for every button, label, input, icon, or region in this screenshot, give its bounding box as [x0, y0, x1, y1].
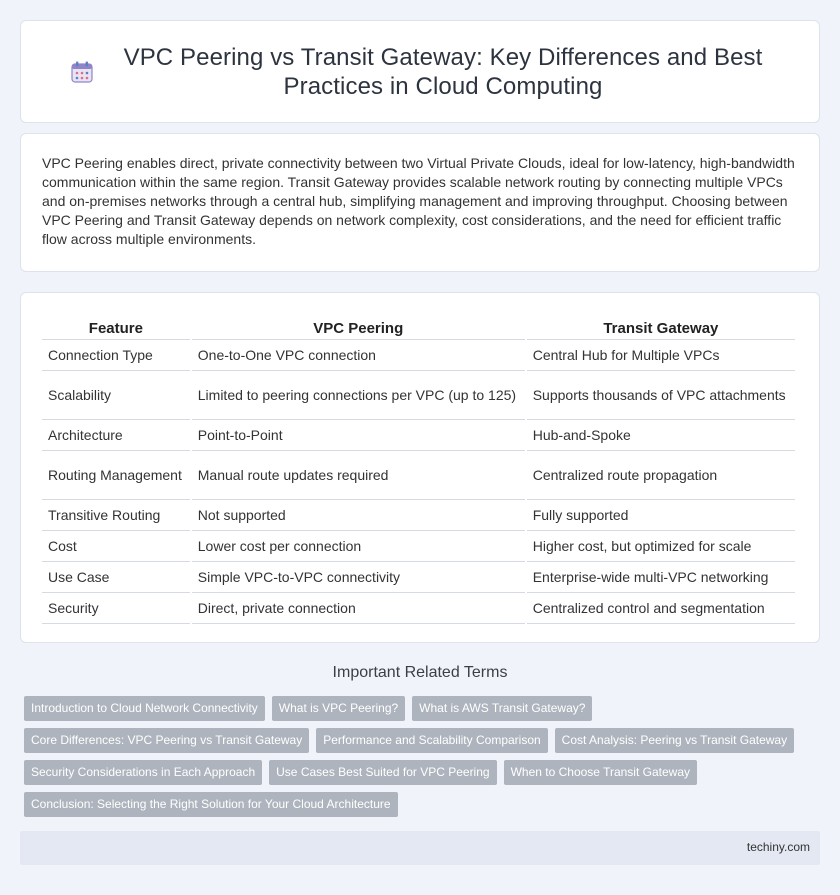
table-cell-vpc-peering: Not supported — [192, 500, 525, 531]
table-cell-feature: Cost — [42, 531, 190, 562]
tag-link[interactable]: When to Choose Transit Gateway — [504, 760, 697, 785]
comparison-table-card — [20, 292, 820, 643]
table-row — [42, 562, 795, 593]
column-header-transit-gateway: Transit Gateway — [527, 313, 795, 340]
tag-link[interactable]: Introduction to Cloud Network Connectivity — [24, 696, 265, 721]
intro-paragraph: VPC Peering enables direct, private connectivity between two Virtual Private Clouds, ideal for low-latency, high-bandwidth communication within the same region. Transit Gateway provides scalable network routing by connecting multiple VPCs and on-premises networks through a central hub, simplifying management and improving throughput. Choosing between VPC Peering and Transit Gateway depends on network complexity, cost considerations, and the need for efficient traffic flow across multiple environments. — [42, 155, 795, 247]
related-terms-tags — [24, 696, 804, 824]
table-cell-feature: Scalability — [42, 371, 190, 420]
table-cell-feature: Architecture — [42, 420, 190, 451]
related-terms-heading: Important Related Terms — [332, 664, 508, 681]
title-card — [20, 20, 820, 123]
table-cell-transit-gateway: Fully supported — [527, 500, 795, 531]
tag-link[interactable]: Conclusion: Selecting the Right Solution for Your Cloud Architecture — [24, 792, 398, 817]
table-cell-feature: Use Case — [42, 562, 190, 593]
intro-card — [20, 133, 820, 272]
footer — [20, 831, 820, 865]
table-row — [42, 593, 795, 624]
table-row — [42, 371, 795, 420]
tag-link[interactable]: What is VPC Peering? — [272, 696, 405, 721]
table-cell-transit-gateway: Central Hub for Multiple VPCs — [527, 340, 795, 371]
table-cell-feature: Transitive Routing — [42, 500, 190, 531]
table-header-row — [42, 313, 795, 340]
table-row — [42, 340, 795, 371]
tag-row — [24, 728, 804, 753]
table-row — [42, 451, 795, 500]
tag-link[interactable]: Use Cases Best Suited for VPC Peering — [269, 760, 496, 785]
tag-row — [24, 760, 804, 785]
comparison-table — [40, 313, 797, 624]
calendar-icon — [70, 60, 94, 84]
tag-row — [24, 696, 804, 721]
table-cell-feature: Connection Type — [42, 340, 190, 371]
table-cell-transit-gateway: Higher cost, but optimized for scale — [527, 531, 795, 562]
tag-link[interactable]: What is AWS Transit Gateway? — [412, 696, 592, 721]
tag-link[interactable]: Performance and Scalability Comparison — [316, 728, 547, 753]
table-cell-vpc-peering: Point-to-Point — [192, 420, 525, 451]
table-cell-transit-gateway: Centralized control and segmentation — [527, 593, 795, 624]
table-cell-feature: Security — [42, 593, 190, 624]
tag-row — [24, 792, 804, 817]
table-cell-feature: Routing Management — [42, 451, 190, 500]
column-header-vpc-peering: VPC Peering — [192, 313, 525, 340]
table-cell-vpc-peering: Manual route updates required — [192, 451, 525, 500]
table-cell-vpc-peering: Limited to peering connections per VPC (up to 125) — [192, 371, 525, 420]
table-cell-vpc-peering: Lower cost per connection — [192, 531, 525, 562]
table-row — [42, 531, 795, 562]
table-cell-transit-gateway: Hub-and-Spoke — [527, 420, 795, 451]
column-header-feature: Feature — [42, 313, 190, 340]
table-cell-transit-gateway: Enterprise-wide multi-VPC networking — [527, 562, 795, 593]
table-cell-vpc-peering: One-to-One VPC connection — [192, 340, 525, 371]
tag-link[interactable]: Cost Analysis: Peering vs Transit Gateway — [555, 728, 794, 753]
table-cell-transit-gateway: Supports thousands of VPC attachments — [527, 371, 795, 420]
tag-link[interactable]: Core Differences: VPC Peering vs Transit Gateway — [24, 728, 309, 753]
table-cell-vpc-peering: Simple VPC-to-VPC connectivity — [192, 562, 525, 593]
footer-site-name[interactable]: techiny.com — [746, 840, 810, 854]
page-title: VPC Peering vs Transit Gateway: Key Differences and Best Practices in Cloud Computing — [123, 43, 763, 100]
table-cell-vpc-peering: Direct, private connection — [192, 593, 525, 624]
table-row — [42, 500, 795, 531]
tag-link[interactable]: Security Considerations in Each Approach — [24, 760, 262, 785]
table-cell-transit-gateway: Centralized route propagation — [527, 451, 795, 500]
table-row — [42, 420, 795, 451]
